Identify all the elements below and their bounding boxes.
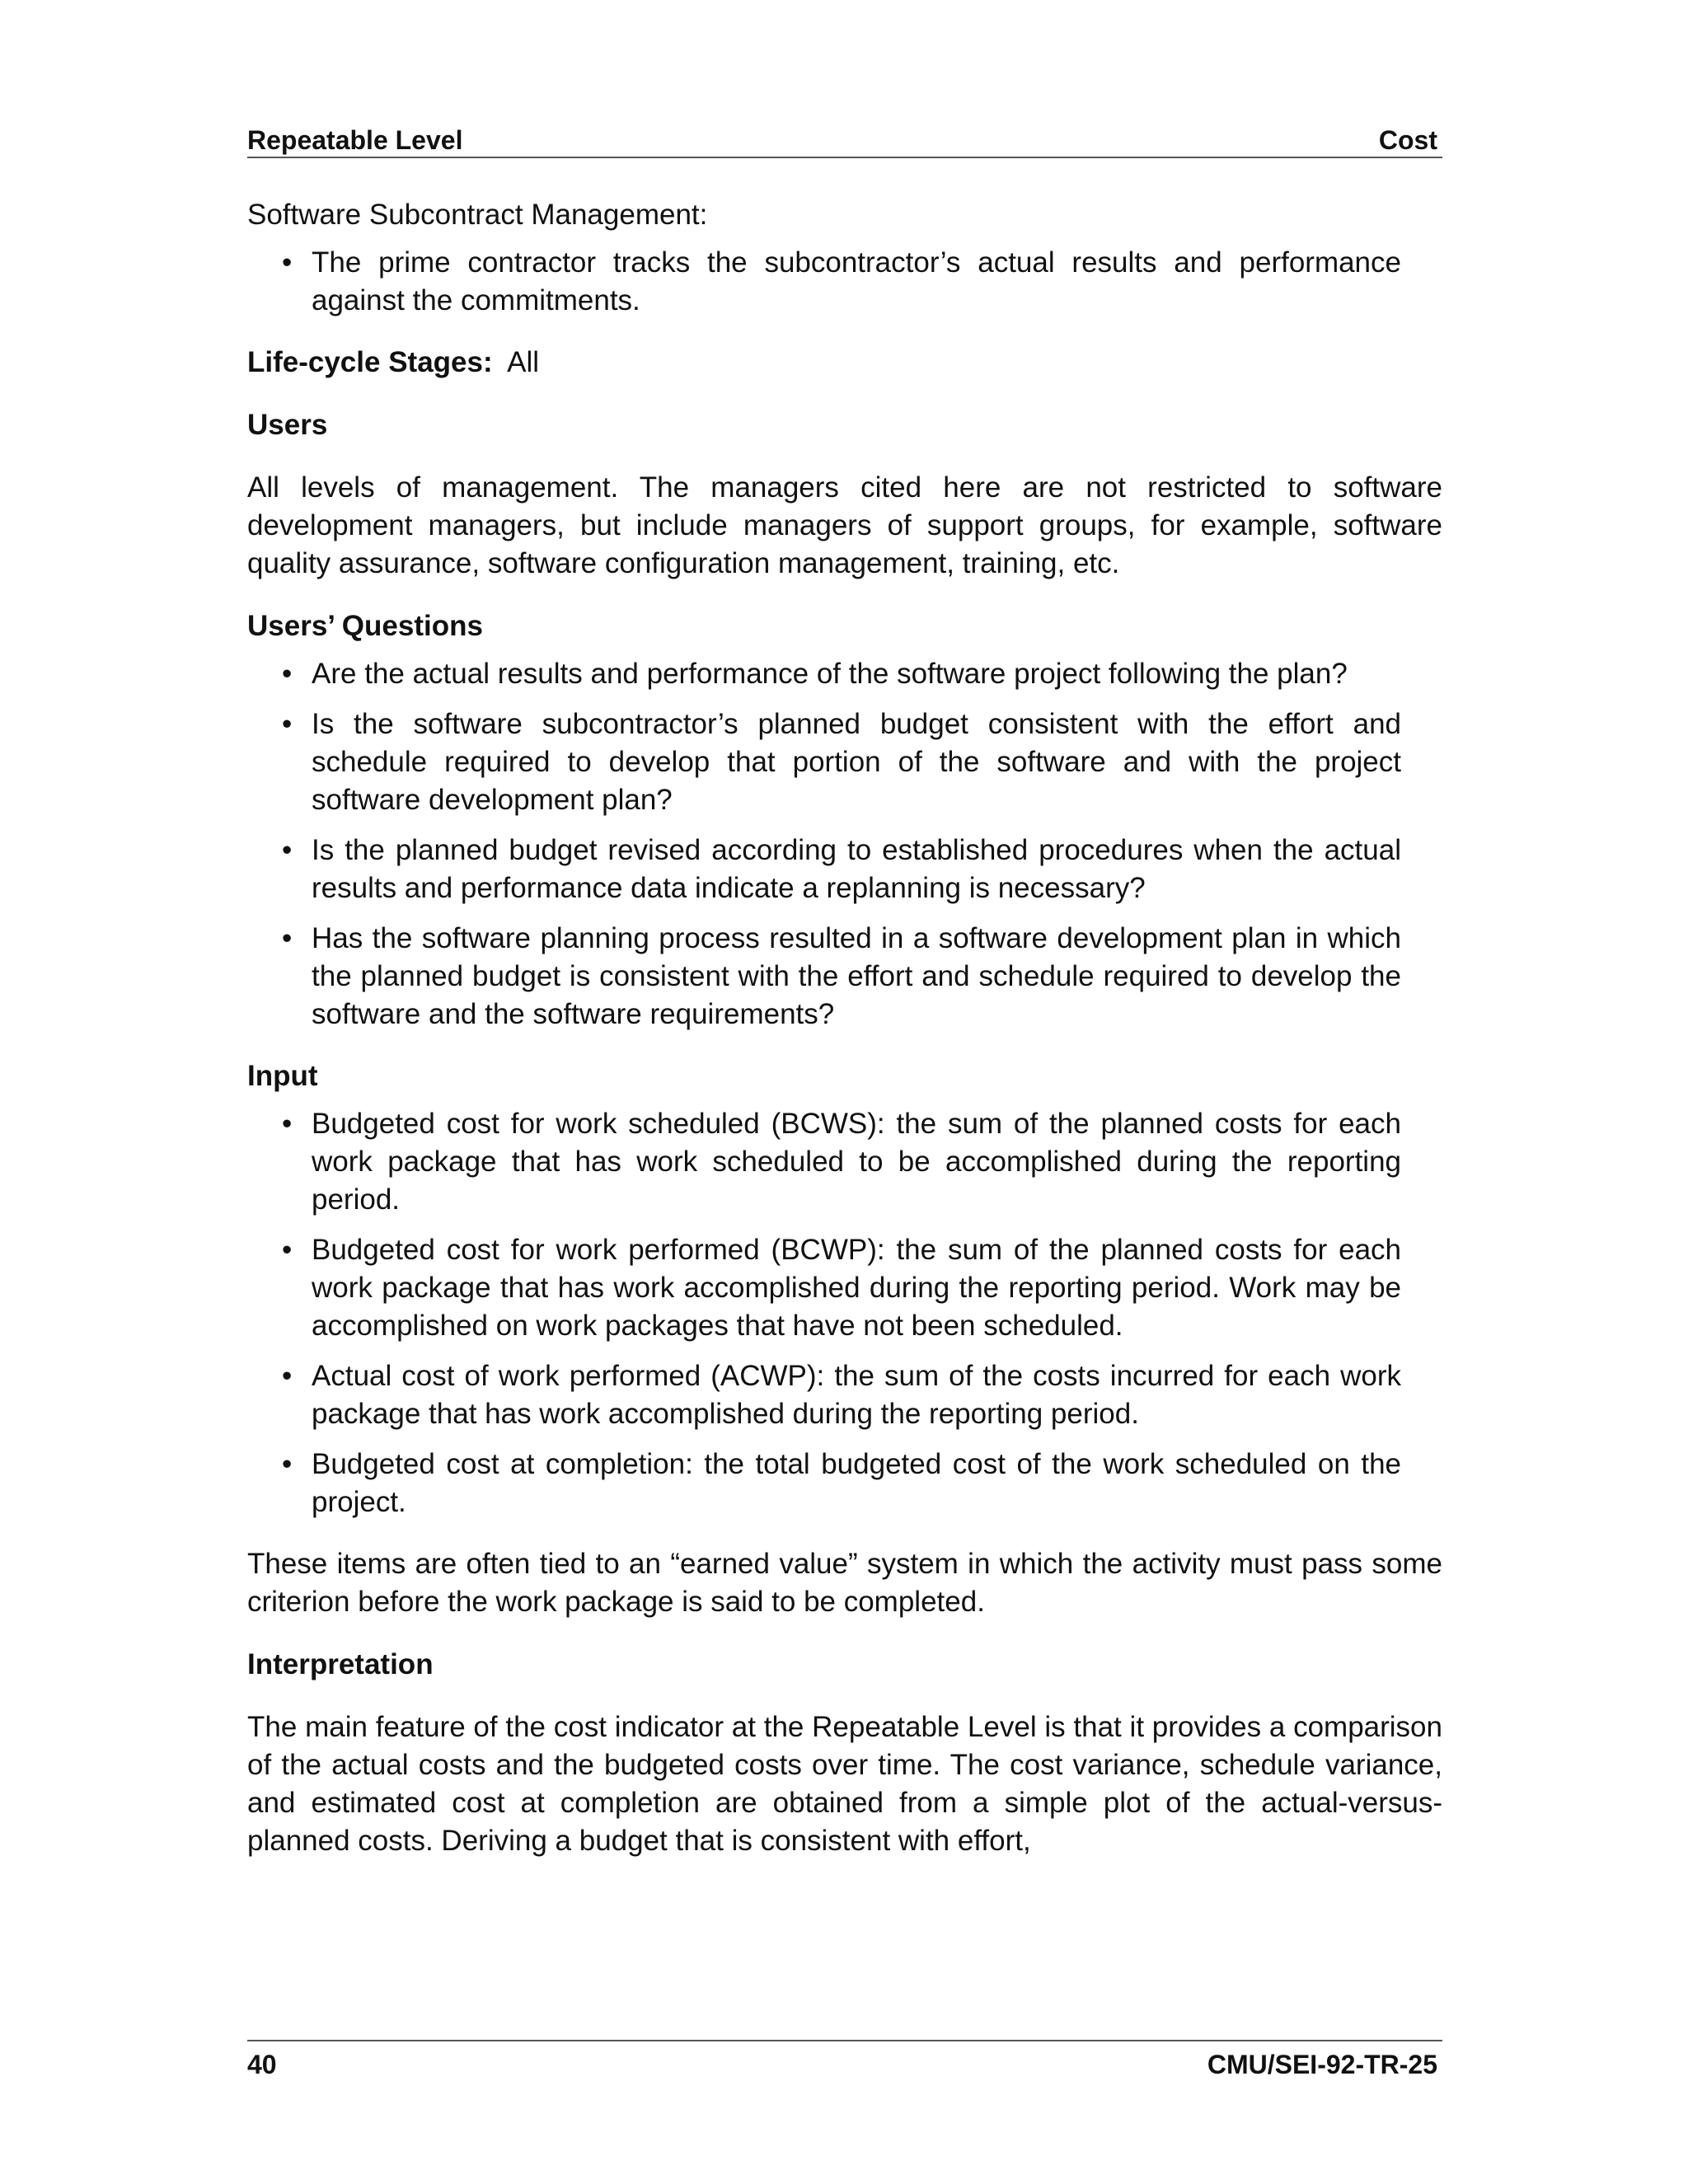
list-item: • Is the software subcontractor’s planned budget consistent with the effort and schedule required to develop that portion of the software and with the project software development plan?	[312, 705, 1401, 819]
subcontract-list	[247, 244, 1401, 320]
header-chapter-title: Cost	[1378, 125, 1437, 155]
list-item: • Actual cost of work performed (ACWP): the sum of the costs incurred for each work package that has work accomplished during the reporting period.	[312, 1357, 1401, 1433]
earned-value-note: These items are often tied to an “earned value” system in which the activity must pass some criterion before the work package is said to be completed.	[247, 1548, 1442, 1618]
list-item: • Budgeted cost at completion: the total budgeted cost of the work scheduled on the project.	[312, 1446, 1401, 1521]
list-item: • Has the software planning process resulted in a software development plan in which the planned budget is consistent with the effort and schedule required to develop the software and the software requirements?	[312, 920, 1401, 1033]
list-item: • Is the planned budget revised according to established procedures when the actual results and performance data indicate a replanning is necessary?	[312, 832, 1401, 907]
lifecycle-stages	[247, 344, 1442, 382]
running-header	[247, 124, 1442, 158]
users-heading: Users	[247, 409, 328, 441]
list-item: • The prime contractor tracks the subcontractor’s actual results and performance against the commitments.	[312, 244, 1401, 320]
list-item: • Budgeted cost for work performed (BCWP): the sum of the planned costs for each work package that has work accomplished during the reporting period. Work may be accomplished on work packages that have not been scheduled.	[312, 1231, 1401, 1345]
lifecycle-label: Life-cycle Stages:	[247, 346, 493, 378]
header-section-title: Repeatable Level	[247, 125, 463, 155]
interpretation-paragraph: The main feature of the cost indicator at the Repeatable Level is that it provides a comparison of the actual costs and the budgeted costs over time. The cost variance, schedule variance, and estimated cost at completion are obtained from a simple plot of the actual-versus-planned costs. Deriving a budget that is consistent with effort,	[247, 1711, 1442, 1857]
users-questions-heading: Users’ Questions	[247, 610, 483, 642]
subcontract-intro: Software Subcontract Management:	[247, 199, 708, 231]
lifecycle-value: All	[507, 346, 540, 378]
interpretation-heading: Interpretation	[247, 1648, 434, 1680]
users-questions-list	[247, 655, 1401, 1033]
list-item: • Are the actual results and performance of the software project following the plan?	[312, 655, 1401, 693]
running-footer	[247, 2040, 1442, 2079]
page-number: 40	[247, 2050, 277, 2079]
list-item: • Budgeted cost for work scheduled (BCWS): the sum of the planned costs for each work package that has work scheduled to be accomplished during the reporting period.	[312, 1105, 1401, 1219]
input-list	[247, 1105, 1401, 1521]
page-body	[247, 196, 1442, 1860]
report-id: CMU/SEI-92-TR-25	[1207, 2050, 1437, 2079]
input-heading: Input	[247, 1060, 318, 1092]
users-paragraph: All levels of management. The managers cited here are not restricted to software development managers, but include managers of support groups, for example, software quality assurance, software configuration management, training, etc.	[247, 471, 1442, 579]
